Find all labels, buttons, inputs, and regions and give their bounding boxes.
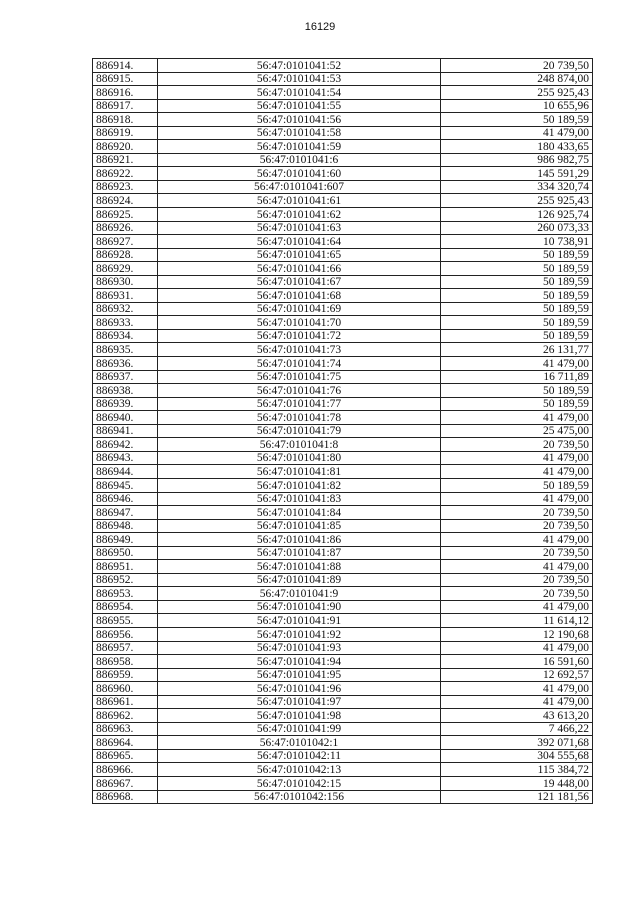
table-row	[93, 235, 593, 249]
table-row	[93, 465, 593, 479]
row-number-cell: 886936.	[93, 357, 158, 371]
row-number-cell: 886926.	[93, 221, 158, 235]
row-number-cell: 886928.	[93, 248, 158, 262]
row-number-cell: 886917.	[93, 99, 158, 113]
cadastral-number-cell: 56:47:0101041:93	[158, 641, 441, 655]
cadastral-value-cell: 41 479,00	[441, 641, 593, 655]
table-row	[93, 316, 593, 330]
row-number-cell: 886961.	[93, 695, 158, 709]
row-number-cell: 886960.	[93, 682, 158, 696]
cadastral-number-cell: 56:47:0101041:75	[158, 370, 441, 384]
cadastral-number-cell: 56:47:0101041:89	[158, 573, 441, 587]
cadastral-value-cell: 10 738,91	[441, 235, 593, 249]
cadastral-number-cell: 56:47:0101041:79	[158, 424, 441, 438]
cadastral-number-cell: 56:47:0101041:6	[158, 153, 441, 167]
cadastral-value-cell: 41 479,00	[441, 126, 593, 140]
table-row	[93, 695, 593, 709]
cadastral-value-cell: 41 479,00	[441, 451, 593, 465]
table-row	[93, 587, 593, 601]
row-number-cell: 886918.	[93, 113, 158, 127]
table-row	[93, 113, 593, 127]
row-number-cell: 886966.	[93, 763, 158, 777]
table-row	[93, 519, 593, 533]
cadastral-value-cell: 334 320,74	[441, 180, 593, 194]
table-row	[93, 397, 593, 411]
cadastral-number-cell: 56:47:0101041:69	[158, 302, 441, 316]
page-number: 16129	[304, 21, 336, 33]
table-row	[93, 573, 593, 587]
cadastral-value-table	[92, 58, 593, 804]
cadastral-number-cell: 56:47:0101041:88	[158, 560, 441, 574]
cadastral-value-cell: 41 479,00	[441, 695, 593, 709]
row-number-cell: 886935.	[93, 343, 158, 357]
table-row	[93, 289, 593, 303]
cadastral-number-cell: 56:47:0101041:97	[158, 695, 441, 709]
row-number-cell: 886948.	[93, 519, 158, 533]
row-number-cell: 886945.	[93, 478, 158, 492]
cadastral-number-cell: 56:47:0101041:52	[158, 59, 441, 73]
cadastral-number-cell: 56:47:0101041:63	[158, 221, 441, 235]
cadastral-number-cell: 56:47:0101041:96	[158, 682, 441, 696]
cadastral-number-cell: 56:47:0101041:99	[158, 722, 441, 736]
row-number-cell: 886916.	[93, 86, 158, 100]
cadastral-value-cell: 50 189,59	[441, 302, 593, 316]
cadastral-number-cell: 56:47:0101041:56	[158, 113, 441, 127]
cadastral-number-cell: 56:47:0101041:91	[158, 614, 441, 628]
cadastral-value-cell: 145 591,29	[441, 167, 593, 181]
row-number-cell: 886939.	[93, 397, 158, 411]
cadastral-number-cell: 56:47:0101041:86	[158, 533, 441, 547]
cadastral-number-cell: 56:47:0101041:98	[158, 709, 441, 723]
cadastral-number-cell: 56:47:0101041:59	[158, 140, 441, 154]
table-row	[93, 424, 593, 438]
cadastral-number-cell: 56:47:0101041:87	[158, 546, 441, 560]
cadastral-value-cell: 41 479,00	[441, 533, 593, 547]
cadastral-number-cell: 56:47:0101041:65	[158, 248, 441, 262]
table-row	[93, 614, 593, 628]
table-row	[93, 722, 593, 736]
row-number-cell: 886957.	[93, 641, 158, 655]
cadastral-number-cell: 56:47:0101041:74	[158, 357, 441, 371]
cadastral-value-cell: 255 925,43	[441, 86, 593, 100]
cadastral-value-cell: 50 189,59	[441, 262, 593, 276]
cadastral-value-cell: 126 925,74	[441, 208, 593, 222]
cadastral-value-cell: 20 739,50	[441, 573, 593, 587]
row-number-cell: 886930.	[93, 275, 158, 289]
row-number-cell: 886922.	[93, 167, 158, 181]
row-number-cell: 886929.	[93, 262, 158, 276]
row-number-cell: 886959.	[93, 668, 158, 682]
row-number-cell: 886967.	[93, 776, 158, 790]
table-row	[93, 262, 593, 276]
cadastral-number-cell: 56:47:0101041:66	[158, 262, 441, 276]
table-row	[93, 438, 593, 452]
table-row	[93, 153, 593, 167]
cadastral-value-cell: 260 073,33	[441, 221, 593, 235]
row-number-cell: 886924.	[93, 194, 158, 208]
cadastral-number-cell: 56:47:0101041:80	[158, 451, 441, 465]
table-row	[93, 248, 593, 262]
cadastral-value-cell: 41 479,00	[441, 492, 593, 506]
table-row	[93, 627, 593, 641]
row-number-cell: 886958.	[93, 655, 158, 669]
cadastral-value-cell: 12 692,57	[441, 668, 593, 682]
cadastral-number-cell: 56:47:0101041:60	[158, 167, 441, 181]
cadastral-value-cell: 20 739,50	[441, 519, 593, 533]
cadastral-value-cell: 19 448,00	[441, 776, 593, 790]
row-number-cell: 886933.	[93, 316, 158, 330]
cadastral-number-cell: 56:47:0101041:92	[158, 627, 441, 641]
table-row	[93, 411, 593, 425]
cadastral-value-cell: 20 739,50	[441, 506, 593, 520]
cadastral-value-cell: 41 479,00	[441, 682, 593, 696]
row-number-cell: 886947.	[93, 506, 158, 520]
cadastral-number-cell: 56:47:0101041:94	[158, 655, 441, 669]
cadastral-value-cell: 50 189,59	[441, 316, 593, 330]
row-number-cell: 886927.	[93, 235, 158, 249]
table-row	[93, 384, 593, 398]
cadastral-value-cell: 304 555,68	[441, 749, 593, 763]
cadastral-value-cell: 41 479,00	[441, 560, 593, 574]
cadastral-value-cell: 115 384,72	[441, 763, 593, 777]
cadastral-number-cell: 56:47:0101041:76	[158, 384, 441, 398]
cadastral-value-cell: 10 655,96	[441, 99, 593, 113]
table-row	[93, 329, 593, 343]
table-row	[93, 492, 593, 506]
table-row	[93, 749, 593, 763]
table-row	[93, 208, 593, 222]
cadastral-value-cell: 26 131,77	[441, 343, 593, 357]
table-row	[93, 180, 593, 194]
cadastral-number-cell: 56:47:0101041:607	[158, 180, 441, 194]
cadastral-value-cell: 121 181,56	[441, 790, 593, 804]
cadastral-value-cell: 12 190,68	[441, 627, 593, 641]
cadastral-number-cell: 56:47:0101041:82	[158, 478, 441, 492]
row-number-cell: 886941.	[93, 424, 158, 438]
cadastral-number-cell: 56:47:0101041:83	[158, 492, 441, 506]
cadastral-value-cell: 50 189,59	[441, 329, 593, 343]
row-number-cell: 886915.	[93, 72, 158, 86]
cadastral-value-cell: 41 479,00	[441, 600, 593, 614]
table-row	[93, 655, 593, 669]
cadastral-number-cell: 56:47:0101041:95	[158, 668, 441, 682]
cadastral-value-cell: 50 189,59	[441, 289, 593, 303]
table-row	[93, 546, 593, 560]
cadastral-number-cell: 56:47:0101041:78	[158, 411, 441, 425]
row-number-cell: 886952.	[93, 573, 158, 587]
table-body	[93, 59, 593, 804]
cadastral-number-cell: 56:47:0101041:9	[158, 587, 441, 601]
row-number-cell: 886951.	[93, 560, 158, 574]
cadastral-value-cell: 248 874,00	[441, 72, 593, 86]
cadastral-value-cell: 20 739,50	[441, 587, 593, 601]
table-row	[93, 99, 593, 113]
table-row	[93, 275, 593, 289]
cadastral-value-cell: 255 925,43	[441, 194, 593, 208]
cadastral-number-cell: 56:47:0101041:72	[158, 329, 441, 343]
table-row	[93, 600, 593, 614]
table-row	[93, 370, 593, 384]
cadastral-number-cell: 56:47:0101041:84	[158, 506, 441, 520]
table-row	[93, 709, 593, 723]
table-row	[93, 59, 593, 73]
row-number-cell: 886925.	[93, 208, 158, 222]
row-number-cell: 886932.	[93, 302, 158, 316]
cadastral-value-cell: 20 739,50	[441, 546, 593, 560]
cadastral-number-cell: 56:47:0101041:85	[158, 519, 441, 533]
row-number-cell: 886940.	[93, 411, 158, 425]
table-row	[93, 776, 593, 790]
table-row	[93, 221, 593, 235]
cadastral-value-cell: 986 982,75	[441, 153, 593, 167]
cadastral-number-cell: 56:47:0101041:70	[158, 316, 441, 330]
row-number-cell: 886938.	[93, 384, 158, 398]
cadastral-value-cell: 16 591,60	[441, 655, 593, 669]
cadastral-number-cell: 56:47:0101042:13	[158, 763, 441, 777]
table-row	[93, 560, 593, 574]
cadastral-number-cell: 56:47:0101041:54	[158, 86, 441, 100]
cadastral-value-cell: 25 475,00	[441, 424, 593, 438]
row-number-cell: 886942.	[93, 438, 158, 452]
row-number-cell: 886923.	[93, 180, 158, 194]
table-row	[93, 506, 593, 520]
cadastral-number-cell: 56:47:0101041:77	[158, 397, 441, 411]
cadastral-number-cell: 56:47:0101041:67	[158, 275, 441, 289]
row-number-cell: 886946.	[93, 492, 158, 506]
cadastral-number-cell: 56:47:0101041:62	[158, 208, 441, 222]
row-number-cell: 886937.	[93, 370, 158, 384]
table-row	[93, 478, 593, 492]
table-row	[93, 343, 593, 357]
row-number-cell: 886943.	[93, 451, 158, 465]
row-number-cell: 886914.	[93, 59, 158, 73]
cadastral-value-cell: 50 189,59	[441, 478, 593, 492]
cadastral-value-cell: 20 739,50	[441, 59, 593, 73]
cadastral-value-cell: 50 189,59	[441, 113, 593, 127]
table-row	[93, 790, 593, 804]
cadastral-value-cell: 50 189,59	[441, 275, 593, 289]
table-row	[93, 763, 593, 777]
row-number-cell: 886950.	[93, 546, 158, 560]
cadastral-value-cell: 41 479,00	[441, 411, 593, 425]
row-number-cell: 886944.	[93, 465, 158, 479]
cadastral-number-cell: 56:47:0101041:55	[158, 99, 441, 113]
table-row	[93, 126, 593, 140]
table-row	[93, 451, 593, 465]
row-number-cell: 886919.	[93, 126, 158, 140]
row-number-cell: 886934.	[93, 329, 158, 343]
table-row	[93, 167, 593, 181]
cadastral-number-cell: 56:47:0101041:64	[158, 235, 441, 249]
cadastral-number-cell: 56:47:0101041:68	[158, 289, 441, 303]
table-row	[93, 302, 593, 316]
cadastral-value-cell: 43 613,20	[441, 709, 593, 723]
cadastral-number-cell: 56:47:0101042:156	[158, 790, 441, 804]
cadastral-value-cell: 50 189,59	[441, 397, 593, 411]
table-row	[93, 194, 593, 208]
row-number-cell: 886931.	[93, 289, 158, 303]
table-row	[93, 736, 593, 750]
cadastral-number-cell: 56:47:0101041:81	[158, 465, 441, 479]
table-row	[93, 72, 593, 86]
cadastral-number-cell: 56:47:0101042:11	[158, 749, 441, 763]
cadastral-number-cell: 56:47:0101041:8	[158, 438, 441, 452]
cadastral-value-cell: 41 479,00	[441, 465, 593, 479]
row-number-cell: 886953.	[93, 587, 158, 601]
table-row	[93, 668, 593, 682]
cadastral-value-cell: 180 433,65	[441, 140, 593, 154]
cadastral-number-cell: 56:47:0101041:73	[158, 343, 441, 357]
cadastral-value-cell: 50 189,59	[441, 248, 593, 262]
cadastral-value-cell: 11 614,12	[441, 614, 593, 628]
table-row	[93, 533, 593, 547]
row-number-cell: 886963.	[93, 722, 158, 736]
cadastral-value-cell: 41 479,00	[441, 357, 593, 371]
cadastral-number-cell: 56:47:0101041:58	[158, 126, 441, 140]
row-number-cell: 886954.	[93, 600, 158, 614]
row-number-cell: 886965.	[93, 749, 158, 763]
cadastral-value-cell: 50 189,59	[441, 384, 593, 398]
table-row	[93, 86, 593, 100]
table-row	[93, 140, 593, 154]
cadastral-value-cell: 16 711,89	[441, 370, 593, 384]
cadastral-number-cell: 56:47:0101042:15	[158, 776, 441, 790]
cadastral-value-cell: 392 071,68	[441, 736, 593, 750]
row-number-cell: 886956.	[93, 627, 158, 641]
row-number-cell: 886920.	[93, 140, 158, 154]
row-number-cell: 886921.	[93, 153, 158, 167]
table-row	[93, 357, 593, 371]
cadastral-value-cell: 20 739,50	[441, 438, 593, 452]
row-number-cell: 886962.	[93, 709, 158, 723]
cadastral-number-cell: 56:47:0101041:61	[158, 194, 441, 208]
cadastral-number-cell: 56:47:0101042:1	[158, 736, 441, 750]
cadastral-number-cell: 56:47:0101041:53	[158, 72, 441, 86]
table-row	[93, 682, 593, 696]
cadastral-value-cell: 7 466,22	[441, 722, 593, 736]
row-number-cell: 886955.	[93, 614, 158, 628]
row-number-cell: 886964.	[93, 736, 158, 750]
table-row	[93, 641, 593, 655]
cadastral-number-cell: 56:47:0101041:90	[158, 600, 441, 614]
row-number-cell: 886949.	[93, 533, 158, 547]
row-number-cell: 886968.	[93, 790, 158, 804]
